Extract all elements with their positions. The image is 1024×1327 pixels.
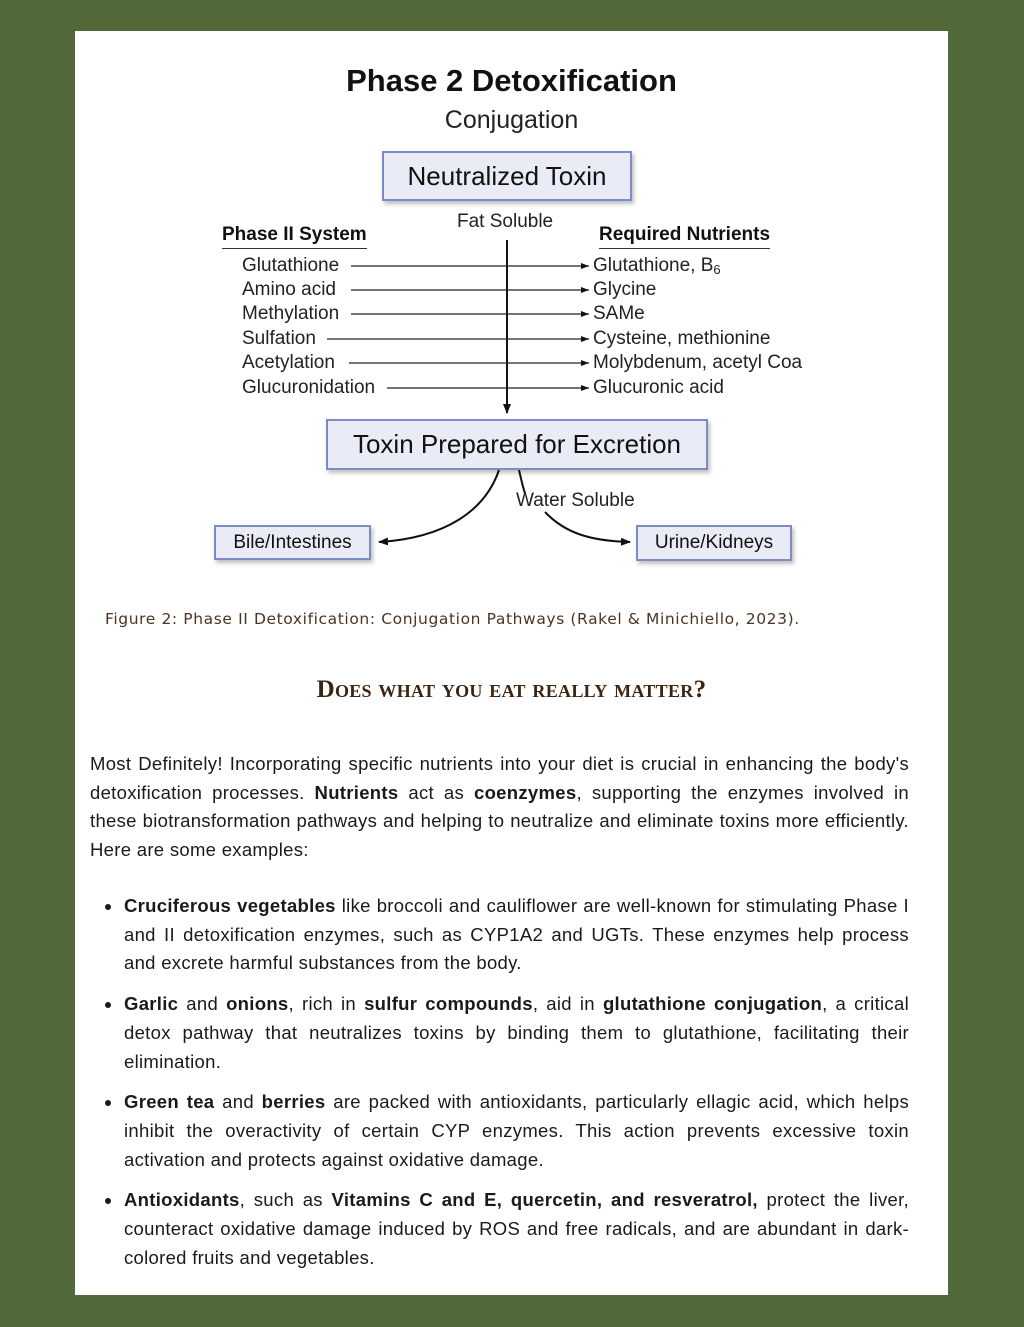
system-item: Sulfation <box>242 328 316 349</box>
bile-intestines-box: Bile/Intestines <box>214 525 371 560</box>
diagram-title: Phase 2 Detoxification <box>346 63 677 98</box>
list-item <box>90 990 909 1076</box>
nutrient-item: Cysteine, methionine <box>593 328 771 349</box>
bold-text: Cruciferous vegetables <box>124 895 336 916</box>
figure-caption: Figure 2: Phase II Detoxification: Conjugation Pathways (Rakel & Minichiello, 2023). <box>105 610 800 628</box>
bold-text: Garlic <box>124 993 179 1015</box>
item-text: , a critical detox pathway that neutralizes toxins by binding them to glutathione, facilitating their elimination. <box>124 993 909 1072</box>
bold-text: berries <box>261 1091 326 1113</box>
bold-text: Antioxidants <box>124 1189 240 1211</box>
toxin-prepared-box: Toxin Prepared for Excretion <box>326 419 708 470</box>
list-item <box>90 1186 909 1272</box>
urine-kidneys-box: Urine/Kidneys <box>636 525 792 561</box>
bold-text: onions <box>226 993 289 1015</box>
examples-list <box>90 892 909 1284</box>
required-nutrients-header: Required Nutrients <box>599 224 770 249</box>
bold-text: Green tea <box>124 1091 215 1113</box>
section-heading: Does what you eat really matter? <box>316 676 707 703</box>
list-item <box>90 1088 909 1174</box>
intro-bold: coenzymes <box>473 781 577 803</box>
neutralized-toxin-box: Neutralized Toxin <box>382 151 632 201</box>
bullet-icon <box>105 1198 111 1204</box>
system-item: Glucuronidation <box>242 377 376 398</box>
system-item: Glutathione <box>242 255 340 276</box>
item-text: like broccoli and cauliflower are well-known for stimulating Phase I and II detoxification enzymes, such as CYP1A2 and UGTs. These enzymes help process and excrete harmful substances from the body. <box>124 895 909 974</box>
nutrient-item <box>593 255 721 277</box>
phase2-diagram <box>75 31 948 621</box>
item-text: are packed with antioxidants, particularly ellagic acid, which helps inhibit the overactivity of certain CYP enzymes. This action prevents excessive toxin activation and protects against oxidative damage. <box>124 1091 909 1170</box>
intro-paragraph <box>90 750 909 865</box>
arrow-to-urine-lower <box>545 512 630 542</box>
phase-ii-system-header: Phase II System <box>222 224 367 249</box>
bullet-icon <box>105 1100 111 1106</box>
nutrient-item: SAMe <box>593 303 645 324</box>
system-item: Methylation <box>242 303 340 324</box>
system-item: Amino acid <box>242 279 336 300</box>
item-text: protect the liver, counteract oxidative damage induced by ROS and free radicals, and are abundant in dark-colored fruits and vegetables. <box>124 1189 909 1268</box>
water-soluble-label: Water Soluble <box>516 490 635 511</box>
diagram-subtitle: Conjugation <box>444 106 579 134</box>
intro-text: , supporting the enzymes involved in these biotransformation pathways and helping to neutralize and eliminate toxins more efficiently. Here are some examples: <box>90 781 909 861</box>
bold-text: sulfur compounds <box>364 993 533 1015</box>
item-text: , such as <box>239 1189 332 1211</box>
intro-bold: Nutrients <box>314 781 399 803</box>
bullet-icon <box>105 1002 111 1008</box>
bold-text: Vitamins C and E, quercetin, and resveratrol, <box>331 1189 758 1211</box>
item-text: and <box>214 1091 262 1113</box>
bold-text: glutathione conjugation <box>602 993 823 1015</box>
intro-text: act as <box>398 781 474 803</box>
bullet-icon <box>105 904 111 910</box>
system-item: Acetylation <box>242 352 335 373</box>
item-text: , aid in <box>532 993 603 1015</box>
arrow-to-bile <box>379 470 499 542</box>
document-page <box>75 31 948 1295</box>
nutrient-subscript: 6 <box>713 262 721 277</box>
nutrient-text: Glutathione, B <box>593 255 714 276</box>
item-text: and <box>178 993 227 1015</box>
item-text: , rich in <box>288 993 365 1015</box>
fat-soluble-label: Fat Soluble <box>457 211 554 232</box>
nutrient-item: Glucuronic acid <box>593 377 724 398</box>
intro-text: Most Definitely! Incorporating specific nutrients into your diet is crucial in enhancing the body's detoxification processes. <box>90 753 909 803</box>
nutrient-item: Molybdenum, acetyl Coa <box>593 352 803 373</box>
list-item <box>90 892 909 978</box>
nutrient-item: Glycine <box>593 279 657 300</box>
